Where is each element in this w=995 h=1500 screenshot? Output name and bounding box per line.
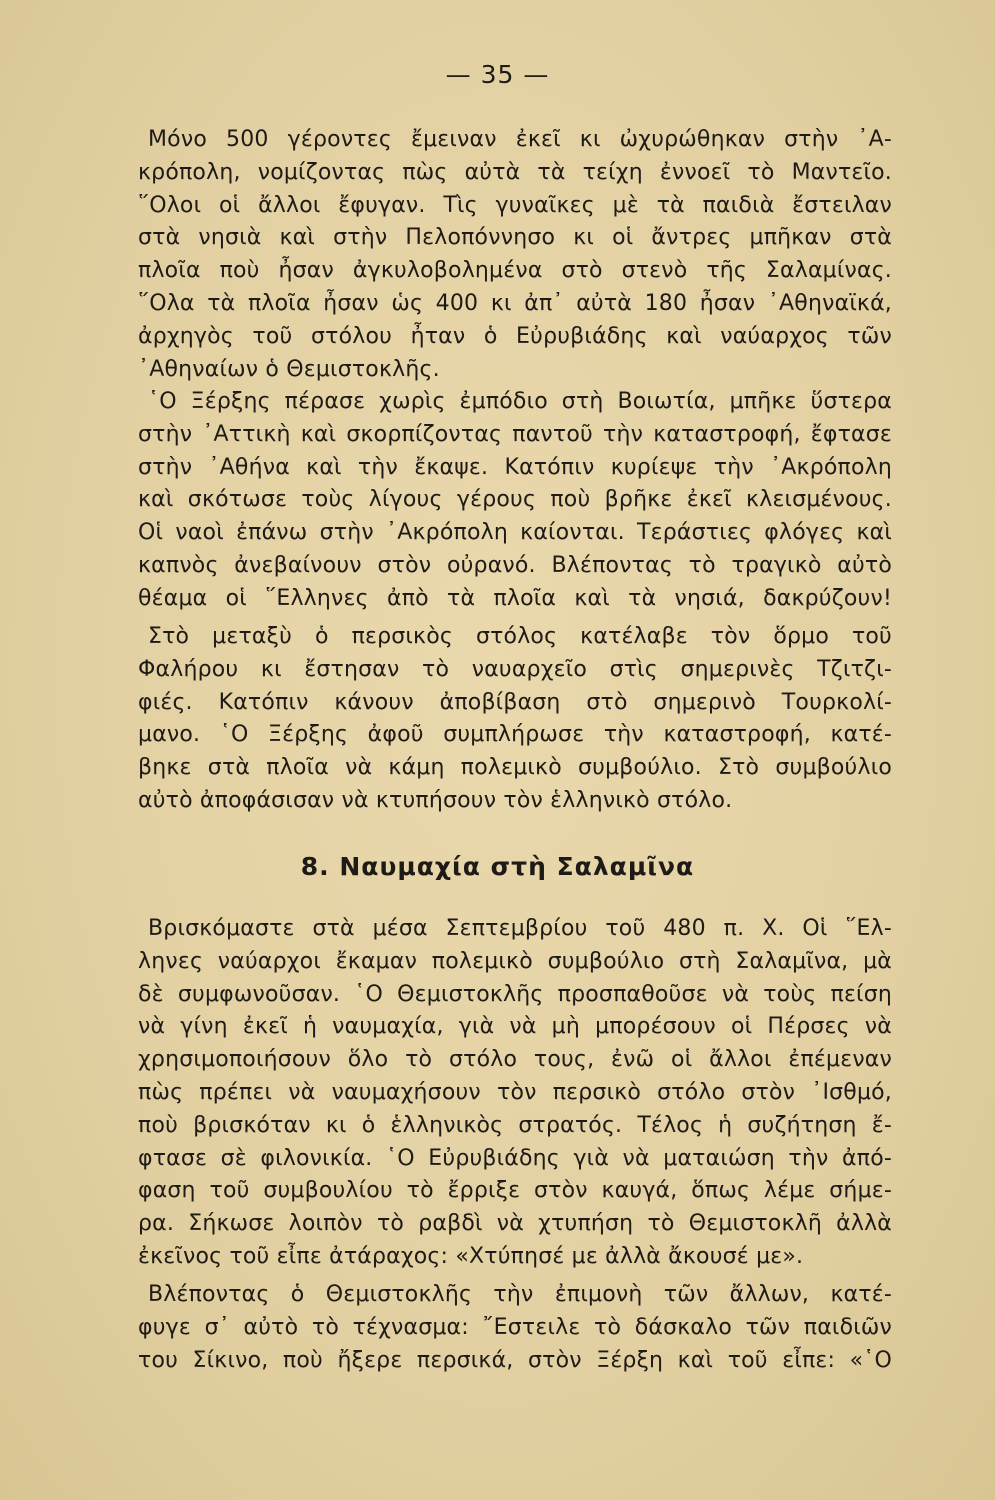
text-line: βηκε στὰ πλοῖα νὰ κάμη πολεμικὸ συμβούλιο. Στὸ συμβούλιο (138, 755, 892, 781)
text-line: καπνὸς ἀνεβαίνουν στὸν οὐρανό. Βλέποντας τὸ τραγικὸ αὐτὸ (138, 552, 892, 578)
section-heading: 8. Ναυμαχία στὴ Σαλαμῖνα (300, 852, 695, 881)
text-line: στὴν ᾽Αθήνα καὶ τὴν ἔκαψε. Κατόπιν κυρίεψε τὴν ᾽Ακρόπολη (138, 454, 892, 480)
text-line: μανο. ῾Ο Ξέρξης ἀφοῦ συμπλήρωσε τὴν καταστροφή, κατέ- (138, 722, 892, 748)
text-line: ἐκεῖνος τοῦ εἶπε ἀτάραχος: «Χτύπησέ με ἀλλὰ ἄκουσέ με». (138, 1243, 804, 1269)
text-line: ῾Ο Ξέρξης πέρασε χωρὶς ἐμπόδιο στὴ Βοιωτία, μπῆκε ὕστερα (148, 389, 892, 414)
text-line: ρα. Σήκωσε λοιπὸν τὸ ραβδὶ νὰ χτυπήση τὸ Θεμιστοκλῆ ἀλλὰ (138, 1211, 892, 1237)
text-line: φτασε σὲ φιλονικία. ῾Ο Εὐρυβιάδης γιὰ νὰ ματαιώση τὴν ἀπό- (138, 1145, 892, 1171)
paragraph-3 (138, 621, 892, 818)
text-line: φαση τοῦ συμβουλίου τὸ ἔρριξε στὸν καυγά, ὅπως λέμε σήμε- (138, 1178, 892, 1204)
text-line: αὐτὸ ἀποφάσισαν νὰ κτυπήσουν τὸν ἑλληνικὸ στόλο. (138, 787, 733, 813)
text-line: φιές. Κατόπιν κάνουν ἀποβίβαση στὸ σημερινὸ Τουρκολί- (138, 689, 892, 715)
text-line: στὴν ᾽Αττικὴ καὶ σκορπίζοντας παντοῦ τὴν καταστροφή, ἔφτασε (138, 421, 892, 447)
text-line: θέαμα οἱ ῞Ελληνες ἀπὸ τὰ πλοῖα καὶ τὰ νησιά, δακρύζουν! (138, 585, 892, 611)
paragraph-1 (138, 124, 892, 386)
text-line: ποὺ βρισκόταν κι ὁ ἑλληνικὸς στρατός. Τέλος ἡ συζήτηση ἔ- (138, 1112, 892, 1138)
text-line: Οἱ ναοὶ ἐπάνω στὴν ᾽Ακρόπολη καίονται. Τεράστιες φλόγες καὶ (138, 520, 892, 546)
text-line: κρόπολη, νομίζοντας πὼς αὐτὰ τὰ τείχη ἐννοεῖ τὸ Μαντεῖο. (138, 159, 892, 185)
text-line: του Σίκινο, ποὺ ἤξερε περσικά, στὸν Ξέρξη καὶ τοῦ εἶπε: «῾Ο (138, 1347, 892, 1373)
paragraph-2 (138, 386, 892, 616)
paragraph-5 (138, 1279, 892, 1377)
text-line: Στὸ μεταξὺ ὁ περσικὸς στόλος κατέλαβε τὸν ὅρμο τοῦ (148, 624, 892, 649)
text-line: ἀρχηγὸς τοῦ στόλου ἦταν ὁ Εὐρυβιάδης καὶ ναύαρχος τῶν (138, 323, 892, 349)
text-line: Φαλήρου κι ἔστησαν τὸ ναυαρχεῖο στὶς σημερινὲς Τζιτζι- (138, 656, 892, 682)
text-line: δὲ συμφωνοῦσαν. ῾Ο Θεμιστοκλῆς προσπαθοῦσε νὰ τοὺς πείση (138, 981, 892, 1007)
text-line: ληνες ναύαρχοι ἔκαμαν πολεμικὸ συμβούλιο στὴ Σαλαμῖνα, μὰ (138, 948, 892, 974)
text-line: Βρισκόμαστε στὰ μέσα Σεπτεμβρίου τοῦ 480 π. Χ. Οἱ ῞Ελ- (148, 916, 892, 941)
text-line: ῞Ολοι οἱ ἄλλοι ἔφυγαν. Τὶς γυναῖκες μὲ τὰ παιδιὰ ἔστειλαν (138, 192, 892, 218)
page-number: — 35 — (445, 60, 550, 89)
text-line: Μόνο 500 γέροντες ἔμειναν ἐκεῖ κι ὠχυρώθηκαν στὴν ᾽Α- (148, 127, 892, 152)
text-line: πὼς πρέπει νὰ ναυμαχήσουν τὸν περσικὸ στόλο στὸν ᾽Ισθμό, (138, 1079, 892, 1105)
text-line: καὶ σκότωσε τοὺς λίγους γέρους ποὺ βρῆκε ἐκεῖ κλεισμένους. (138, 487, 892, 513)
text-line: ᾽Αθηναίων ὁ Θεμιστοκλῆς. (138, 356, 440, 382)
text-line: Βλέποντας ὁ Θεμιστοκλῆς τὴν ἐπιμονὴ τῶν ἄλλων, κατέ- (148, 1282, 892, 1307)
text-line: στὰ νησιὰ καὶ στὴν Πελοπόννησο κι οἱ ἄντρες μπῆκαν στὰ (138, 225, 892, 251)
text-line: νὰ γίνη ἐκεῖ ἡ ναυμαχία, γιὰ νὰ μὴ μπορέσουν οἱ Πέρσες νὰ (138, 1014, 892, 1040)
text-line: ῞Ολα τὰ πλοῖα ἦσαν ὡς 400 κι ἀπ᾽ αὐτὰ 180 ἦσαν ᾽Αθηναϊκά, (138, 290, 892, 316)
text-line: πλοῖα ποὺ ἦσαν ἀγκυλοβολημένα στὸ στενὸ τῆς Σαλαμίνας. (138, 258, 892, 284)
text-line: χρησιμοποιήσουν ὅλο τὸ στόλο τους, ἐνῶ οἱ ἄλλοι ἐπέμεναν (138, 1047, 892, 1073)
text-line: φυγε σ᾽ αὐτὸ τὸ τέχνασμα: ῎Εστειλε τὸ δάσκαλο τῶν παιδιῶν (138, 1314, 892, 1340)
paragraph-4 (138, 913, 892, 1274)
